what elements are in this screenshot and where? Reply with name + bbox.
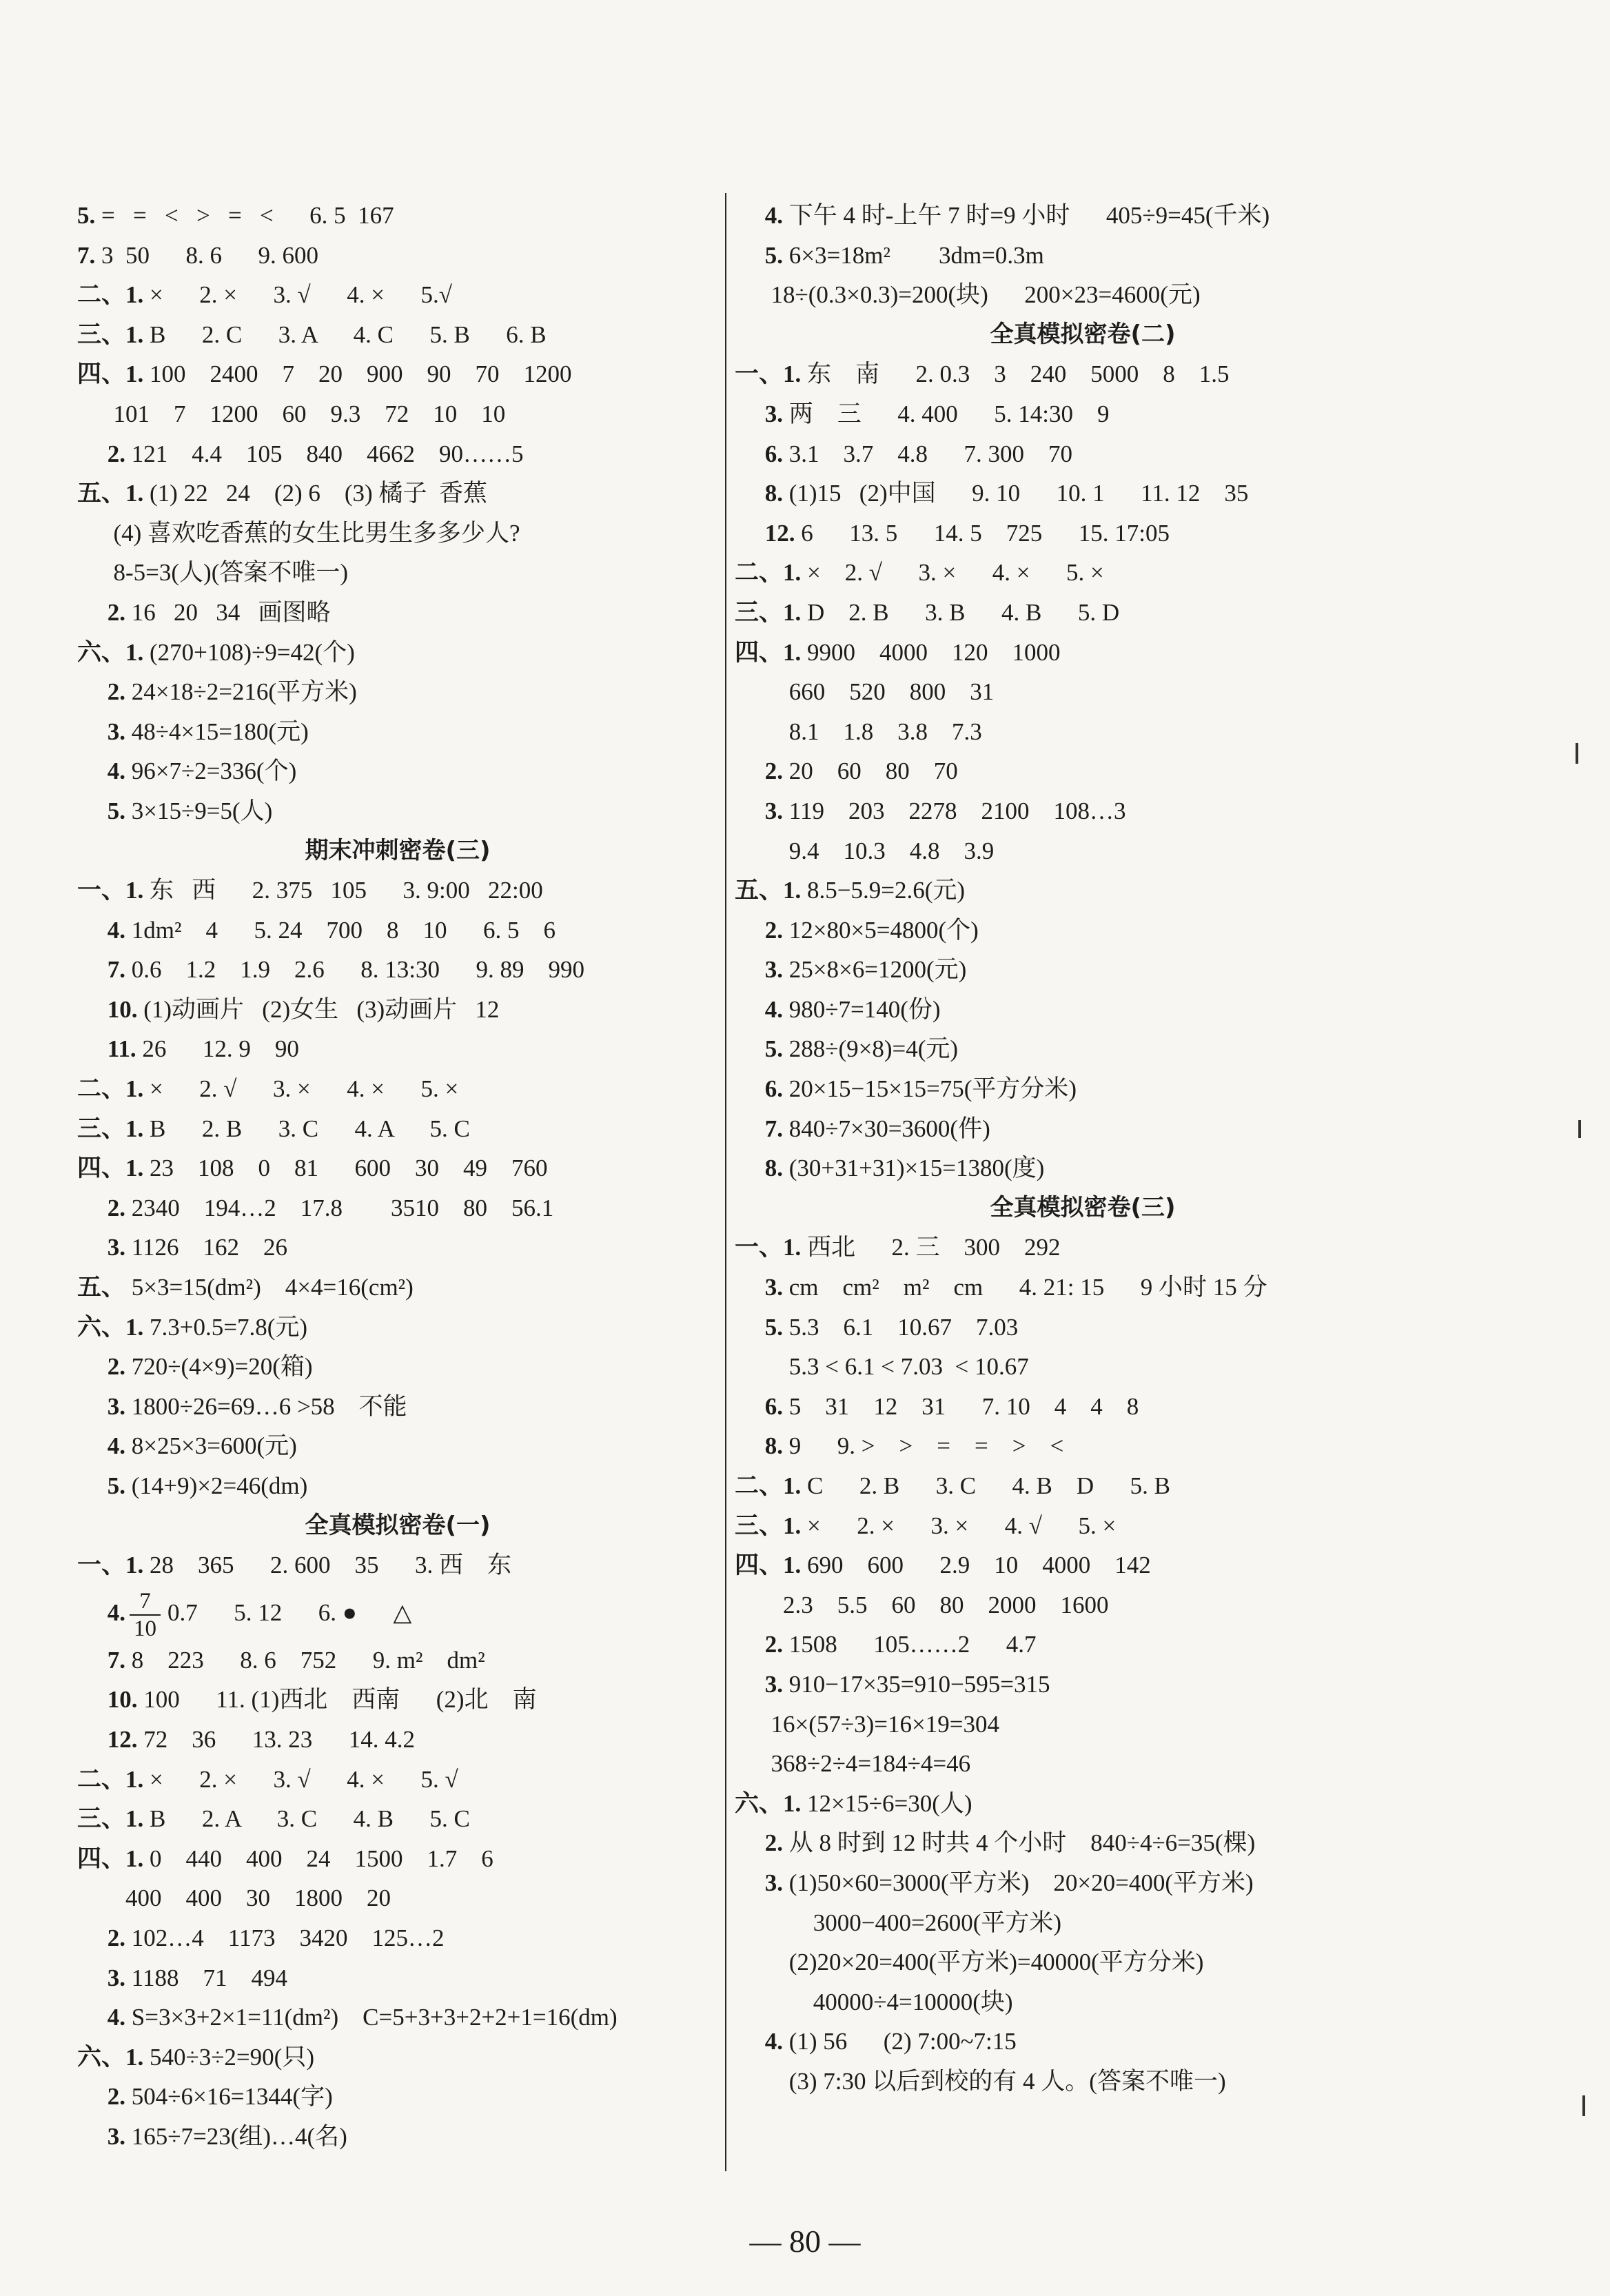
answer-text: 8×25×3=600(元): [131, 1432, 297, 1460]
question-number: 4.: [735, 2028, 783, 2055]
answer-line: [735, 1665, 1431, 1705]
answer-line: [77, 1466, 718, 1506]
answer-line: [77, 1839, 718, 1879]
answer-line: [77, 1998, 718, 2038]
answer-text: (2)20×20=400(平方米)=40000(平方分米): [740, 1949, 1204, 1976]
question-number: 2.: [77, 2083, 125, 2111]
answer-line: [735, 1625, 1431, 1665]
answer-text: 8.1 1.8 3.8 7.3: [740, 718, 982, 745]
answer-text: (3) 7:30 以后到校的有 4 人。(答案不唯一): [740, 2067, 1226, 2095]
question-number: 二、1.: [77, 1765, 144, 1793]
answer-text: × 2. √ 3. × 4. × 5. ×: [150, 1075, 459, 1103]
answer-line: [735, 354, 1431, 394]
answer-line: [77, 553, 718, 593]
answer-text: 121 4.4 105 840 4662 90……5: [131, 440, 524, 467]
answer-text: 20×15−15×15=75(平方分米): [788, 1075, 1077, 1103]
question-number: 6.: [735, 440, 783, 467]
answer-line: [735, 1942, 1431, 1982]
answer-line: [735, 514, 1431, 553]
question-number: 3.: [735, 797, 783, 824]
answer-text: cm cm² m² cm 4. 21: 15 9 小时 15 分: [788, 1274, 1267, 1301]
question-number: 2.: [735, 758, 783, 785]
answer-text: 3000−400=2600(平方米): [740, 1909, 1062, 1936]
question-number: 5.: [77, 202, 96, 229]
answer-line: [77, 1585, 718, 1640]
question-number: 6.: [735, 1392, 783, 1420]
answer-text: 9900 4000 120 1000: [807, 638, 1061, 666]
question-number: 3.: [77, 1964, 125, 1991]
answer-line: [735, 1029, 1431, 1069]
answer-text: B 2. C 3. A 4. C 5. B 6. B: [150, 321, 547, 348]
answer-text: (1)动画片 (2)女生 (3)动画片 12: [143, 995, 500, 1023]
answer-text: 8.5−5.9=2.6(元): [807, 877, 966, 904]
question-number: 5.: [77, 797, 125, 824]
answer-text: (14+9)×2=46(dm): [131, 1472, 308, 1499]
question-number: 四、1.: [735, 1552, 802, 1579]
answer-text: 9.4 10.3 4.8 3.9: [740, 837, 995, 864]
answer-text: 165÷7=23(组)…4(名): [131, 2122, 347, 2150]
answer-line: [77, 791, 718, 831]
answer-text: 3×15÷9=5(人): [131, 797, 273, 824]
question-number: 7.: [735, 1115, 783, 1142]
answer-text: 101 7 1200 60 9.3 72 10 10: [83, 400, 506, 427]
answer-text: 910−17×35=910−595=315: [788, 1670, 1050, 1698]
question-number: 4.: [77, 2004, 125, 2031]
answer-text: 25×8×6=1200(元): [788, 956, 967, 984]
answer-text: 1126 162 26: [131, 1234, 287, 1261]
answer-line: [77, 2117, 718, 2157]
question-number: 四、1.: [77, 360, 144, 388]
answer-line: [735, 1109, 1431, 1149]
answer-line: [735, 2062, 1431, 2102]
answer-line: [735, 831, 1431, 871]
page-number: — 80 —: [749, 2224, 861, 2259]
answer-text: 368÷2÷4=184÷4=46: [740, 1750, 971, 1778]
answer-text: = = < > = < 6. 5 167: [101, 202, 394, 229]
question-number: 2.: [735, 916, 783, 944]
answer-text: C 2. B 3. C 4. B D 5. B: [807, 1472, 1171, 1499]
answer-text: 8 223 8. 6 752 9. m² dm²: [131, 1646, 485, 1674]
question-number: 2.: [77, 1353, 125, 1381]
answer-text: 660 520 800 31: [740, 678, 995, 706]
answer-line: [735, 1069, 1431, 1109]
fraction: [130, 1588, 161, 1642]
answer-line: [735, 2022, 1431, 2062]
answer-line: [735, 950, 1431, 990]
answer-text: × 2. √ 3. × 4. × 5. ×: [807, 559, 1104, 587]
answer-line: [735, 1545, 1431, 1585]
answer-line: [735, 791, 1431, 831]
answer-text: (1) 56 (2) 7:00~7:15: [788, 2028, 1017, 2055]
question-number: 一、1.: [77, 1552, 144, 1579]
question-number: 4.: [77, 1598, 125, 1626]
fraction-denominator: 10: [134, 1616, 156, 1641]
answer-line: [77, 1029, 718, 1069]
answer-text: 2340 194…2 17.8 3510 80 56.1: [131, 1194, 554, 1221]
fraction-numerator: 7: [130, 1588, 161, 1616]
question-number: 3.: [77, 718, 125, 745]
question-number: 8.: [735, 480, 783, 507]
answer-line: [735, 990, 1431, 1030]
answer-text: (1)15 (2)中国 9. 10 10. 1 11. 12 35: [788, 480, 1249, 507]
answer-line: [77, 394, 718, 434]
answer-text: 西北 2. 三 300 292: [807, 1234, 1061, 1261]
answer-text: 980÷7=140(份): [788, 995, 941, 1023]
answer-line: [77, 354, 718, 394]
question-number: 3.: [735, 956, 783, 984]
answer-line: [77, 1109, 718, 1149]
answer-line: [77, 434, 718, 474]
question-number: 二、1.: [77, 281, 144, 309]
answer-text: 119 203 2278 2100 108…3: [788, 797, 1126, 824]
answer-text: 96×7÷2=336(个): [131, 758, 297, 785]
question-number: 8.: [735, 1155, 783, 1182]
section-title: 全真模拟密卷(二): [990, 320, 1176, 348]
answer-line: [77, 1387, 718, 1427]
answer-line: [77, 1760, 718, 1800]
question-number: 4.: [77, 758, 125, 785]
question-number: 2.: [77, 1924, 125, 1951]
answer-text: 840÷7×30=3600(件): [788, 1115, 990, 1142]
answer-text: 两 三 4. 400 5. 14:30 9: [788, 400, 1110, 427]
answer-line: [735, 1903, 1431, 1943]
answer-line: [735, 1784, 1431, 1824]
answer-text: 1dm² 4 5. 24 700 8 10 6. 5 6: [131, 916, 556, 944]
answer-text: 0.7 5. 12 6. ● △: [167, 1598, 412, 1626]
answer-text: S=3×3+2×1=11(dm²) C=5+3+3+2+2+1=16(dm): [131, 2004, 618, 2031]
question-number: 一、1.: [77, 877, 144, 904]
answer-line: [77, 1188, 718, 1228]
answer-text: 7.3+0.5=7.8(元): [150, 1313, 308, 1341]
answer-line: [77, 871, 718, 911]
answer-line: [77, 236, 718, 276]
answer-text: 400 400 30 1800 20: [83, 1884, 391, 1912]
answer-line: [735, 1506, 1431, 1546]
question-number: 4.: [735, 202, 783, 229]
answer-line: [77, 2077, 718, 2117]
question-number: 三、1.: [735, 598, 802, 626]
answer-text: (1) 22 24 (2) 6 (3) 橘子 香蕉: [150, 480, 487, 507]
answer-text: B 2. B 3. C 4. A 5. C: [150, 1115, 470, 1142]
answer-line: [735, 1387, 1431, 1427]
answer-line: [77, 1680, 718, 1720]
answer-text: 8-5=3(人)(答案不唯一): [83, 559, 349, 587]
answer-text: 40000÷4=10000(块): [740, 1988, 1013, 2015]
answer-line: [77, 1799, 718, 1839]
answer-text: 12×80×5=4800(个): [788, 916, 979, 944]
answer-text: 100 11. (1)西北 西南 (2)北 南: [143, 1686, 537, 1714]
answer-line: [77, 593, 718, 633]
question-number: 10.: [77, 1686, 138, 1714]
answer-text: 102…4 1173 3420 125…2: [131, 1924, 445, 1951]
answer-line: [77, 1426, 718, 1466]
answer-text: 16 20 34 画图略: [131, 598, 331, 626]
answer-text: 20 60 80 70: [788, 758, 958, 785]
question-number: 5.: [77, 1472, 125, 1499]
answer-line: [77, 315, 718, 355]
answer-line: [77, 1069, 718, 1109]
answer-text: 28 365 2. 600 35 3. 西 东: [150, 1552, 512, 1579]
answer-line: [735, 911, 1431, 951]
question-number: 2.: [77, 440, 125, 467]
answer-text: 18÷(0.3×0.3)=200(块) 200×23=4600(元): [740, 281, 1201, 309]
answer-text: 0.6 1.2 1.9 2.6 8. 13:30 9. 89 990: [131, 956, 584, 984]
answer-line: [735, 1308, 1431, 1348]
answer-line: [735, 751, 1431, 791]
question-number: 7.: [77, 956, 125, 984]
answer-line: [735, 275, 1431, 315]
answer-text: 5.3 6.1 10.67 7.03: [788, 1313, 1019, 1341]
answer-text: × 2. × 3. √ 4. × 5.√: [150, 281, 452, 309]
answer-line: [77, 275, 718, 315]
answer-line: [735, 196, 1431, 236]
question-number: 三、1.: [77, 1805, 144, 1833]
answer-line: [77, 196, 718, 236]
answer-text: 1508 105……2 4.7: [788, 1631, 1037, 1658]
question-number: 2.: [77, 598, 125, 626]
answer-line: [77, 1918, 718, 1958]
answer-line: [735, 871, 1431, 911]
question-number: 10.: [77, 995, 138, 1023]
question-number: 2.: [735, 1631, 783, 1658]
question-number: 7.: [77, 1646, 125, 1674]
answer-text: 12×15÷6=30(人): [807, 1789, 972, 1817]
answer-line: [735, 434, 1431, 474]
answer-text: 26 12. 9 90: [142, 1035, 299, 1063]
question-number: 一、1.: [735, 360, 802, 388]
answer-text: 690 600 2.9 10 4000 142: [807, 1552, 1151, 1579]
question-number: 4.: [735, 995, 783, 1023]
answer-text: 2.3 5.5 60 80 2000 1600: [740, 1591, 1109, 1618]
question-number: 6.: [735, 1075, 783, 1103]
answer-line: [735, 394, 1431, 434]
answer-line: [735, 1228, 1431, 1268]
answer-line: [77, 1545, 718, 1585]
answer-line: [77, 950, 718, 990]
answer-text: 3.1 3.7 4.8 7. 300 70: [788, 440, 1072, 467]
answer-text: 5×3=15(dm²) 4×4=16(cm²): [131, 1274, 414, 1301]
question-number: 3.: [735, 1869, 783, 1896]
answer-line: [77, 1268, 718, 1308]
answer-line: [735, 1744, 1431, 1784]
answer-text: (270+108)÷9=42(个): [150, 638, 355, 666]
answer-line: [735, 474, 1431, 514]
answer-text: 6 13. 5 14. 5 725 15. 17:05: [801, 519, 1170, 547]
question-number: 二、1.: [735, 1472, 802, 1499]
answer-line: [735, 633, 1431, 673]
scan-mark: [1578, 1120, 1581, 1138]
question-number: 六、1.: [77, 2043, 144, 2071]
scan-mark: [1582, 2095, 1585, 2116]
answer-line: [735, 1148, 1431, 1188]
section-title: 全真模拟密卷(一): [305, 1511, 491, 1539]
question-number: 3.: [77, 1392, 125, 1420]
question-number: 2.: [735, 1829, 783, 1857]
answer-line: [735, 1268, 1431, 1308]
question-number: 7.: [77, 241, 96, 269]
answer-line: [77, 514, 718, 553]
question-number: 3.: [77, 2122, 125, 2150]
answer-line: [77, 1878, 718, 1918]
question-number: 4.: [77, 916, 125, 944]
answer-text: 从 8 时到 12 时共 4 个小时 840÷4÷6=35(棵): [788, 1829, 1256, 1857]
answer-text: 23 108 0 81 600 30 49 760: [150, 1155, 548, 1182]
answer-line: [77, 712, 718, 752]
answer-line: [735, 236, 1431, 276]
answer-text: D 2. B 3. B 4. B 5. D: [807, 598, 1120, 626]
answer-text: 16×(57÷3)=16×19=304: [740, 1710, 999, 1738]
answer-text: × 2. × 3. × 4. √ 5. ×: [807, 1512, 1117, 1539]
left-column: [77, 196, 718, 2157]
answer-line: [77, 1958, 718, 1998]
answer-text: 3 50 8. 6 9. 600: [101, 241, 318, 269]
answer-text: 720÷(4×9)=20(箱): [131, 1353, 313, 1381]
question-number: 5.: [735, 1035, 783, 1063]
answer-line: [77, 1347, 718, 1387]
answer-line: [735, 712, 1431, 752]
answer-text: (4) 喜欢吃香蕉的女生比男生多多少人?: [83, 519, 520, 547]
answer-text: 5.3 < 6.1 < 7.03 < 10.67: [740, 1353, 1029, 1381]
question-number: 四、1.: [77, 1155, 144, 1182]
answer-line: [735, 1705, 1431, 1745]
answer-text: 0 440 400 24 1500 1.7 6: [150, 1845, 493, 1872]
answer-line: [77, 2038, 718, 2077]
answer-text: 6×3=18m² 3dm=0.3m: [788, 241, 1044, 269]
answer-text: 下午 4 时-上午 7 时=9 小时 405÷9=45(千米): [788, 202, 1270, 229]
question-number: 三、1.: [77, 321, 144, 348]
question-number: 二、1.: [77, 1075, 144, 1103]
question-number: 三、1.: [77, 1115, 144, 1142]
answer-line: [77, 1640, 718, 1680]
answer-line: [77, 1720, 718, 1760]
answer-line: [735, 593, 1431, 633]
answer-line: [77, 633, 718, 673]
answer-line: [735, 553, 1431, 593]
answer-line: [77, 751, 718, 791]
question-number: 11.: [77, 1035, 136, 1063]
question-number: 3.: [735, 400, 783, 427]
answer-text: × 2. × 3. √ 4. × 5. √: [150, 1765, 458, 1793]
answer-text: 1800÷26=69…6 >58 不能: [131, 1392, 407, 1420]
answer-text: 1188 71 494: [131, 1964, 287, 1991]
answer-text: 东 西 2. 375 105 3. 9:00 22:00: [150, 877, 543, 904]
answer-text: 48÷4×15=180(元): [131, 718, 309, 745]
right-column: [735, 196, 1431, 2102]
question-number: 3.: [735, 1670, 783, 1698]
answer-text: 72 36 13. 23 14. 4.2: [143, 1725, 415, 1753]
answer-text: B 2. A 3. C 4. B 5. C: [150, 1805, 470, 1833]
answer-text: 9 9. > > = = > <: [788, 1432, 1064, 1460]
question-number: 五、1.: [77, 480, 144, 507]
section-title: 期末冲刺密卷(三): [305, 836, 491, 864]
scan-mark: [1576, 743, 1578, 764]
answer-line: [735, 672, 1431, 712]
answer-text: 540÷3÷2=90(只): [150, 2043, 314, 2071]
answer-text: (30+31+31)×15=1380(度): [788, 1155, 1045, 1182]
question-number: 12.: [735, 519, 795, 547]
question-number: 五、1.: [735, 877, 802, 904]
question-number: 12.: [77, 1725, 138, 1753]
answer-line: [735, 1823, 1431, 1863]
answer-line: [735, 1347, 1431, 1387]
answer-line: [735, 1863, 1431, 1903]
answer-text: 504÷6×16=1344(字): [131, 2083, 333, 2111]
answer-line: [77, 911, 718, 951]
question-number: 六、1.: [735, 1789, 802, 1817]
answer-text: 100 2400 7 20 900 90 70 1200: [150, 360, 572, 388]
question-number: 二、1.: [735, 559, 802, 587]
question-number: 4.: [77, 1432, 125, 1460]
question-number: 五、: [77, 1274, 126, 1301]
answer-line: [77, 474, 718, 514]
answer-line: [77, 672, 718, 712]
answer-line: [735, 1982, 1431, 2022]
section-title: 全真模拟密卷(三): [990, 1193, 1176, 1221]
answer-line: [77, 990, 718, 1030]
question-number: 四、1.: [77, 1845, 144, 1872]
answer-line: [77, 1308, 718, 1348]
question-number: 3.: [77, 1234, 125, 1261]
question-number: 一、1.: [735, 1234, 802, 1261]
answer-line: [77, 1228, 718, 1268]
question-number: 六、1.: [77, 638, 144, 666]
question-number: 2.: [77, 678, 125, 706]
answer-text: 东 南 2. 0.3 3 240 5000 8 1.5: [807, 360, 1230, 388]
answer-line: [735, 1466, 1431, 1506]
question-number: 四、1.: [735, 638, 802, 666]
question-number: 三、1.: [735, 1512, 802, 1539]
answer-text: (1)50×60=3000(平方米) 20×20=400(平方米): [788, 1869, 1254, 1896]
question-number: 3.: [735, 1274, 783, 1301]
question-number: 2.: [77, 1194, 125, 1221]
column-divider: [725, 193, 726, 2171]
question-number: 5.: [735, 241, 783, 269]
answer-line: [77, 1148, 718, 1188]
question-number: 5.: [735, 1313, 783, 1341]
question-number: 六、1.: [77, 1313, 144, 1341]
answer-line: [735, 1426, 1431, 1466]
answer-line: [735, 1585, 1431, 1625]
answer-text: 288÷(9×8)=4(元): [788, 1035, 959, 1063]
question-number: 8.: [735, 1432, 783, 1460]
answer-text: 24×18÷2=216(平方米): [131, 678, 357, 706]
answer-text: 5 31 12 31 7. 10 4 4 8: [788, 1392, 1139, 1420]
